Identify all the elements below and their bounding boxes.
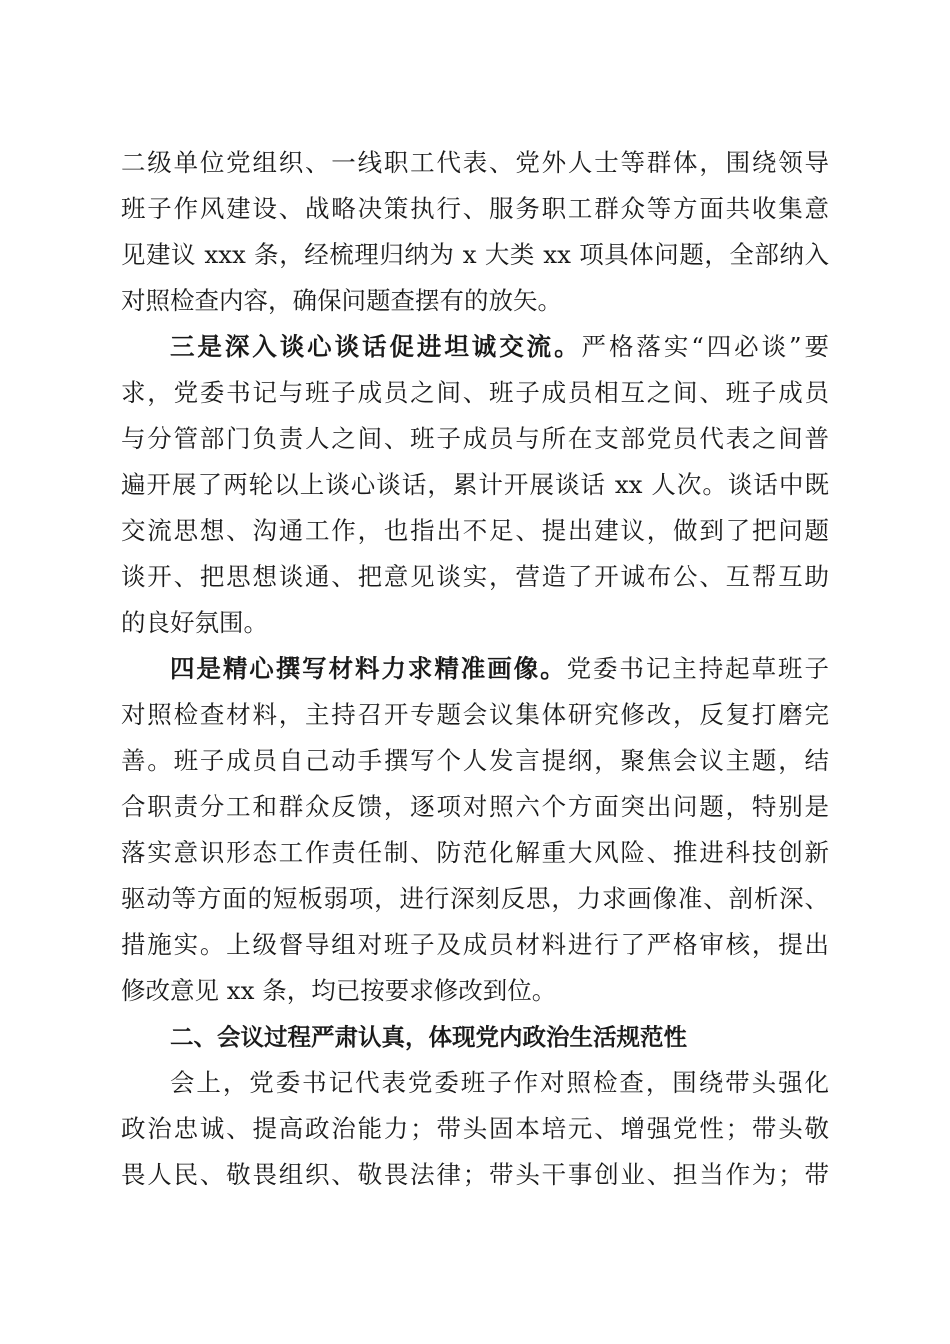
paragraph-lead: 四是精心撰写材料力求精准画像。 <box>170 654 567 683</box>
text-line: 见建议 xxx 条，经梳理归纳为 x 大类 xx 项具体问题，全部纳入 <box>121 240 829 269</box>
text-line: 落实意识形态工作责任制、防范化解重大风险、推进科技创新 <box>121 838 829 867</box>
text-line: 遍开展了两轮以上谈心谈话，累计开展谈话 xx 人次。谈话中既 <box>121 470 829 499</box>
text-line: 的良好氛围。 <box>121 608 268 637</box>
paragraph-lead: 三是深入谈心谈话促进坦诚交流。 <box>170 332 582 361</box>
text-line: 驱动等方面的短板弱项，进行深刻反思，力求画像准、剖析深、 <box>121 884 829 913</box>
document-body <box>121 140 829 1198</box>
text-line: 措施实。上级督导组对班子及成员材料进行了严格审核，提出 <box>121 930 829 959</box>
paragraph-text: 严格落实“四必谈”要 <box>581 332 829 361</box>
text-line: 政治忠诚、提高政治能力；带头固本培元、增强党性；带头敬 <box>121 1114 829 1143</box>
paragraph-text: 党委书记主持起草班子 <box>566 654 829 683</box>
text-line: 合职责分工和群众反馈，逐项对照六个方面突出问题，特别是 <box>121 792 829 821</box>
text-line: 对照检查材料，主持召开专题会议集体研究修改，反复打磨完 <box>121 700 829 729</box>
paragraph-first-line <box>121 324 829 370</box>
text-line: 谈开、把思想谈通、把意见谈实，营造了开诚布公、互帮互助 <box>121 562 829 591</box>
text-line: 畏人民、敬畏组织、敬畏法律；带头干事创业、担当作为；带 <box>121 1160 829 1189</box>
text-line: 二级单位党组织、一线职工代表、党外人士等群体，围绕领导 <box>121 148 829 177</box>
text-line: 交流思想、沟通工作，也指出不足、提出建议，做到了把问题 <box>121 516 829 545</box>
text-line: 求，党委书记与班子成员之间、班子成员相互之间、班子成员 <box>121 378 829 407</box>
paragraph-first-line <box>121 646 829 692</box>
text-line: 修改意见 xx 条，均已按要求修改到位。 <box>121 976 557 1005</box>
text-line: 对照检查内容，确保问题查摆有的放矢。 <box>121 286 562 315</box>
text-line: 善。班子成员自己动手撰写个人发言提纲，聚焦会议主题，结 <box>121 746 829 775</box>
text-line: 与分管部门负责人之间、班子成员与所在支部党员代表之间普 <box>121 424 829 453</box>
text-line: 班子作风建设、战略决策执行、服务职工群众等方面共收集意 <box>121 194 829 223</box>
section-heading: 二、会议过程严肃认真，体现党内政治生活规范性 <box>170 1023 687 1051</box>
text-line: 会上，党委书记代表党委班子作对照检查，围绕带头强化 <box>170 1068 829 1097</box>
